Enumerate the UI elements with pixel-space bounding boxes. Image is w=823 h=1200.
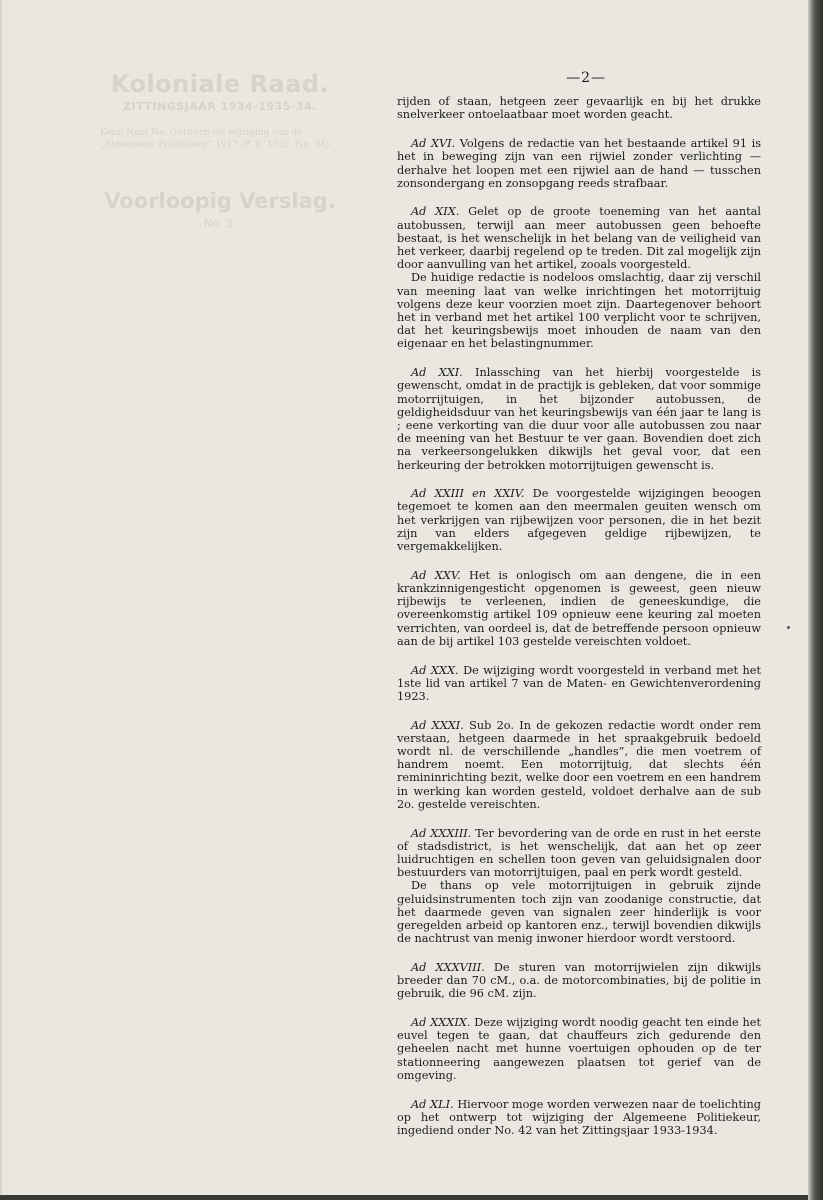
paragraph-text: Gelet op de groote toeneming van het aantal autobussen, terwijl aan meer autobussen geen behoefte bestaat, is het wenschelijk in het belang van de veiligheid van het verkeer, daarbij regelend op te treden. Dit zal mogelijk zijn door aanvulling van het artikel, zooals voorgesteld. xyxy=(397,205,761,272)
paragraph xyxy=(397,569,761,648)
paragraph xyxy=(397,95,761,121)
article-ref: Ad XXXIII. xyxy=(411,826,472,840)
article-ref: Ad XIX. xyxy=(411,205,460,219)
bleed-title: Koloniale Raad. xyxy=(110,70,330,98)
article-ref: Ad XXX. xyxy=(411,663,459,677)
margin-dot xyxy=(787,626,790,629)
paragraph xyxy=(397,137,761,190)
paragraph xyxy=(397,961,761,1001)
paragraph-text: De sturen van motorrijwielen zijn dikwijls breeder dan 70 cM., o.a. de motorcombinaties, bij de politie in gebruik, die 96 cM. zijn. xyxy=(397,960,762,1001)
page-number: —2— xyxy=(566,70,606,86)
bleed-subtitle: ZITTINGSJAAR 1934-1935-34. xyxy=(123,100,317,113)
paragraph-text: De thans op vele motorrijtuigen in gebruik zijnde geluidsinstrumenten toch zijn van zoodanige constructie, dat het daarmede geven van signalen zeer hinderlijk is voor geregelden arbeid op kantoren enz., terwijl bovendien dikwijls de nachtrust van menig inwoner hierdoor wordt verstoord. xyxy=(397,879,761,946)
paragraph-text: rijden of staan, hetgeen zeer gevaarlijk en bij het drukke snelverkeer ontoelaatbaar moet worden geacht. xyxy=(397,95,761,122)
paragraph xyxy=(397,366,761,472)
article-ref: Ad XXXIX. xyxy=(411,1015,471,1029)
paragraph-text: Het is onlogisch om aan dengene, die in een krankzinnigengesticht opgenomen is geweest, geen nieuw rijbewijs te verleenen, indien de geneeskundige, die overeenkomstig artikel 109 opnieuw eene keuring zal moeten verrichten, van oordeel is, dat de betreffende persoon opnieuw aan de bij artikel 103 gestelde vereischten voldoet. xyxy=(397,568,762,648)
paragraph xyxy=(397,487,761,553)
paragraph xyxy=(397,827,761,880)
article-ref: Ad XXV. xyxy=(411,568,461,582)
paragraph xyxy=(397,1098,761,1138)
article-ref: Ad XXIII en XXIV. xyxy=(411,487,525,501)
article-ref: Ad XXXI. xyxy=(411,718,464,732)
bleed-heading: Voorloopig Verslag. xyxy=(104,189,336,213)
paragraph xyxy=(397,879,761,945)
paragraph-text: Inlassching van het hierbij voorgestelde is gewenscht, omdat in de practijk is gebleken, dat voor sommige motorrijtuigen, in het bijzonder autobussen, de geldigheidsduur van het keuringsbewijs van één jaar te lang is ; eene verkorting van die duur voor alle autobussen zou naar de meening van het Bestuur te ver gaan. Bovendien doet zich na verkeersongelukken dikwijls het geval voor, dat een herkeuring der betrokken motorrijtuigen gewenscht is. xyxy=(397,366,762,472)
text-column xyxy=(397,72,761,1153)
paragraph-text: Ter bevordering van de orde en rust in het eerste of stadsdistrict, is het wenschelijk, dat aan het op zeer luidruchtigen en schellen toon geven van geluidsignalen door bestuurders van motorrijtuigen, paal en perk wordt gesteld. xyxy=(397,826,761,880)
paragraph-text: Hiervoor moge worden verwezen naar de toelichting op het ontwerp tot wijziging der Algemeene Politiekeur, ingediend onder No. 42 van het Zittingsjaar 1933-1934. xyxy=(397,1097,761,1137)
paragraph-text: Deze wijziging wordt noodig geacht ten einde het euvel tegen te gaan, dat chauffeurs zich gedurende den geheelen nacht met hunne voertuigen ophouden op de ter stationneering aangewezen plaatsen tot gerief van de omgeving. xyxy=(397,1015,761,1082)
paragraph xyxy=(397,271,761,350)
paragraph-text: De huidige redactie is nodeloos omslachtig, daar zij verschil van meening laat van welke inrichtingen het motorrijtuig volgens deze keur voorzien moet zijn. Daartegenover behoort het in verband met het artikel 100 verplicht voor te schrijven, dat het keuringsbewijs moet inhouden de naam van den eigenaar en het belastingnummer. xyxy=(397,271,761,351)
article-ref: Ad XXXVIII. xyxy=(411,960,485,974)
paragraph xyxy=(397,205,761,271)
page-edge-shadow xyxy=(808,0,823,1200)
paragraph xyxy=(397,664,761,704)
paragraph xyxy=(397,1016,761,1082)
paragraph xyxy=(397,719,761,811)
paragraph-text: Sub 2o. In de gekozen redactie wordt onder rem verstaan, hetgeen daarmede in het spraakgebruik bedoeld wordt nl. de verschillende „handles”, die men voetrem of handrem noemt. Een motorrijtuig, dat slechts één remininrichting bezit, welke door een voetrem en een handrem in werking kan worden gesteld, voldoet derhalve aan de sub 2o. gestelde vereischten. xyxy=(397,718,761,811)
bleed-through-text xyxy=(100,70,340,230)
paragraph-text: De voorgestelde wijzigingen beoogen tegemoet te komen aan den meermalen geuiten wensch om het verkrijgen van rijbewijzen voor personen, die in het bezit zijn van elders afgegeven geldige rijbewijzen, te vergemakkelijken. xyxy=(397,487,762,554)
paragraph-text: De wijziging wordt voorgesteld in verband met het 1ste lid van artikel 7 van de Maten- en Gewichtenverordening 1923. xyxy=(397,663,761,703)
bleed-note: Kenn Nom No. Ontwerp tot wijziging van de „Algemeene Politiekeur” 1917 (P. B. 1932, No. 34). xyxy=(100,128,333,150)
article-ref: Ad XLI. xyxy=(411,1097,454,1111)
paragraph-text: Volgens de redactie van het bestaande artikel 91 is het in beweging zijn van een rijwiel zonder verlichting — derhalve het loopen met een rijwiel aan de hand — tusschen zonsondergang en zonsopgang reeds strafbaar. xyxy=(397,137,761,190)
article-ref: Ad XXI. xyxy=(411,366,463,380)
bleed-number: No. 3. xyxy=(203,217,237,230)
article-ref: Ad XVI. xyxy=(411,137,456,151)
